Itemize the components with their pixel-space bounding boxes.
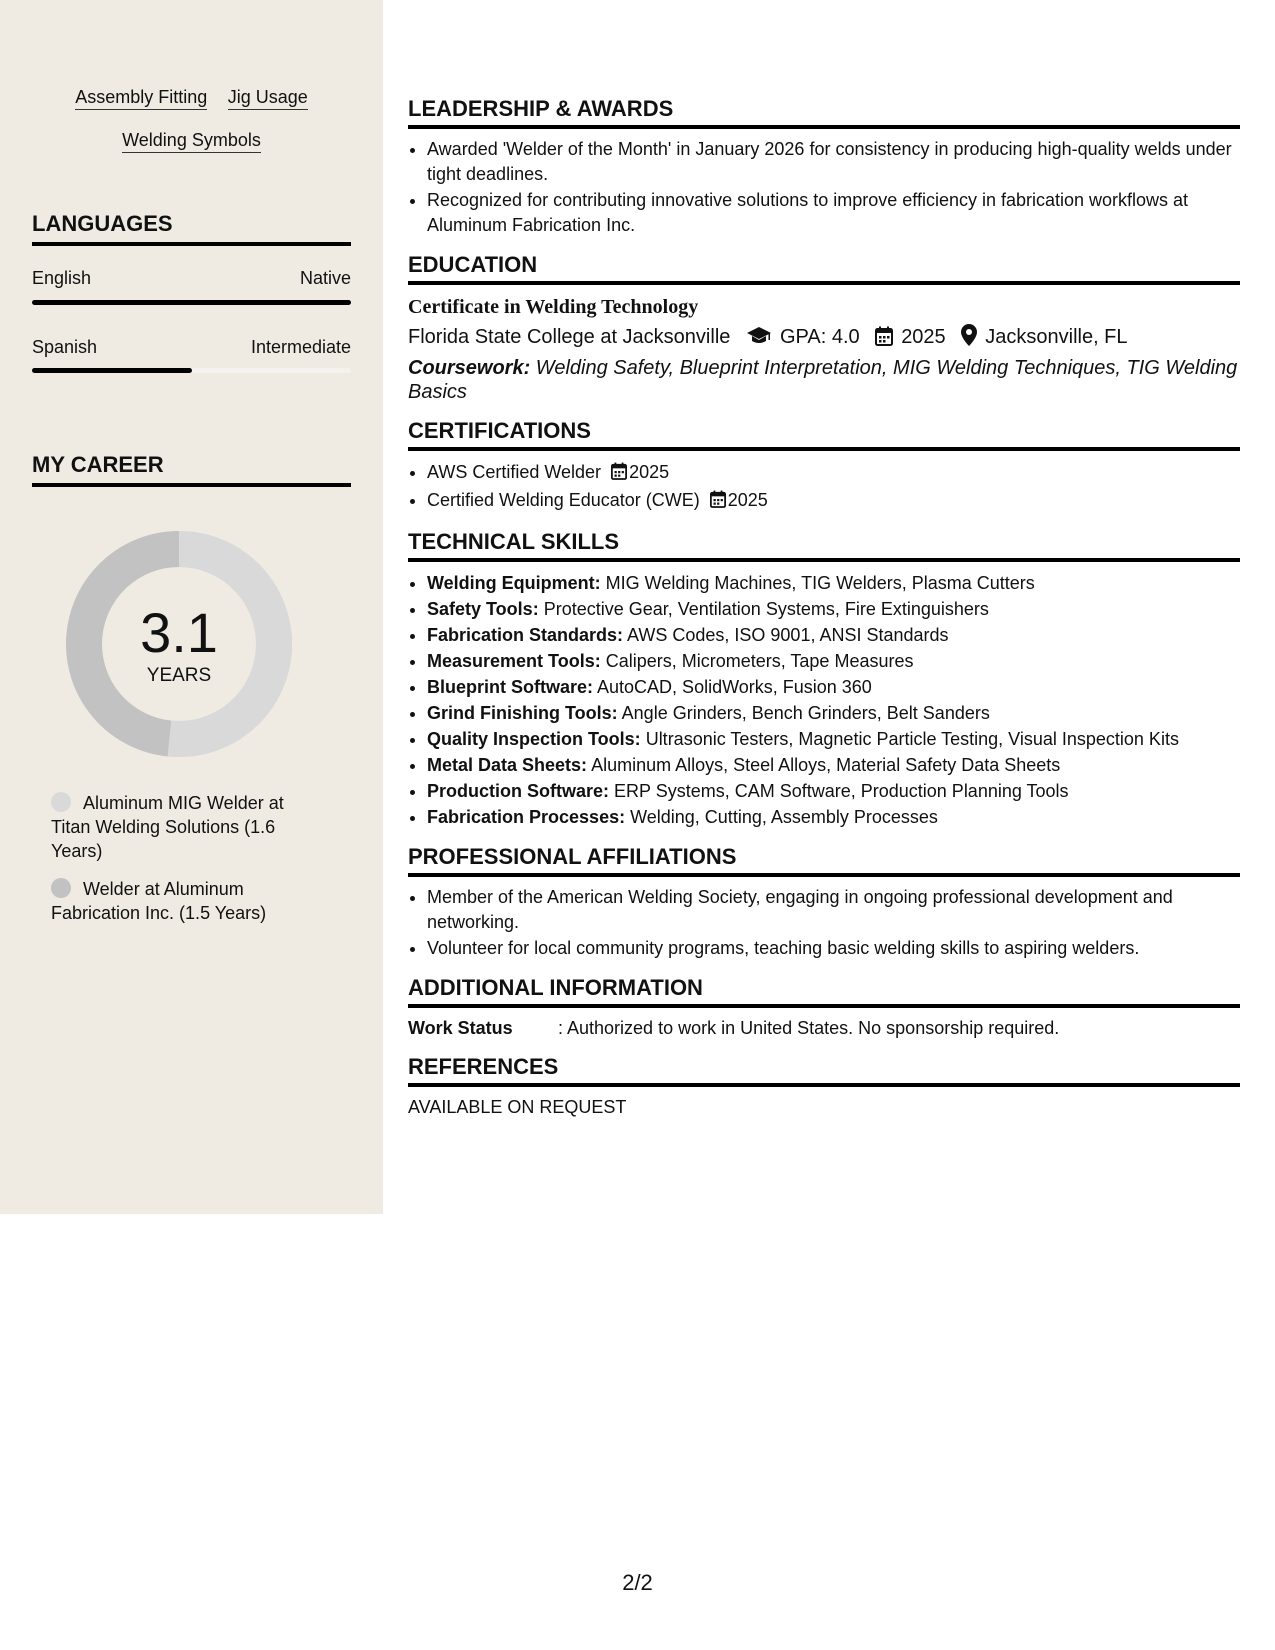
certification-name: AWS Certified Welder	[427, 462, 602, 482]
skill-value: Calipers, Micrometers, Tape Measures	[600, 651, 914, 671]
certifications-list	[408, 459, 1240, 515]
additional-section	[408, 975, 1240, 1040]
career-total-years: 3.1	[140, 601, 218, 664]
skill-item	[427, 778, 1240, 804]
skill-label: Fabrication Processes:	[427, 807, 626, 827]
career-legend-item	[51, 791, 316, 863]
skill-label: Fabrication Standards:	[427, 625, 624, 645]
skill-item	[427, 570, 1240, 596]
education-details	[408, 321, 1240, 356]
language-bar-fill	[32, 368, 192, 373]
languages-heading: LANGUAGES	[32, 211, 351, 246]
work-status-label: Work Status	[408, 1018, 513, 1038]
education-school: Florida State College at Jacksonville	[408, 326, 731, 348]
additional-heading: ADDITIONAL INFORMATION	[408, 975, 1240, 1008]
skill-tags	[0, 86, 383, 172]
list-item: • Recognized for contributing innovative solutions to improve efficiency in fabrication workflows at Aluminum Fabrication Inc.	[427, 188, 1240, 238]
education-heading: EDUCATION	[408, 252, 1240, 285]
sidebar	[0, 0, 383, 1214]
skill-label: Quality Inspection Tools:	[427, 729, 641, 749]
education-coursework	[408, 356, 1240, 404]
skill-value: Angle Grinders, Bench Grinders, Belt Sanders	[617, 703, 990, 723]
career-years-label: YEARS	[146, 665, 212, 686]
affiliations-list	[408, 885, 1240, 961]
affiliations-section	[408, 844, 1240, 961]
skill-value: Aluminum Alloys, Steel Alloys, Material Safety Data Sheets	[587, 755, 1061, 775]
coursework-label: Coursework:	[408, 357, 531, 379]
career-legend-label: Welder at Aluminum Fabrication Inc. (1.5 Years)	[51, 879, 267, 923]
skill-label: Blueprint Software:	[427, 677, 594, 697]
page-number: 2/2	[622, 1570, 653, 1595]
language-level: Intermediate	[250, 337, 351, 357]
language-level: Native	[299, 268, 351, 288]
skill-value: ERP Systems, CAM Software, Production Planning Tools	[609, 781, 1069, 801]
references-text: AVAILABLE ON REQUEST	[408, 1097, 627, 1117]
education-degree: Certificate in Welding Technology	[408, 296, 699, 318]
education-gpa: GPA: 4.0	[779, 326, 860, 348]
legend-dot	[51, 792, 71, 812]
education-year: 2025	[901, 326, 946, 348]
language-bar	[32, 300, 351, 305]
certification-year: 2025	[727, 490, 768, 510]
language-row	[32, 268, 351, 289]
list-item: • Member of the American Welding Society, engaging in ongoing professional development and networking.	[427, 885, 1240, 935]
skills-section	[408, 529, 1240, 830]
graduation-cap-icon	[746, 324, 772, 356]
tag-row	[0, 129, 383, 153]
skill-item	[427, 752, 1240, 778]
career-heading: MY CAREER	[32, 452, 351, 487]
language-row	[32, 337, 351, 358]
affiliations-heading: PROFESSIONAL AFFILIATIONS	[408, 844, 1240, 877]
coursework-list: Welding Safety, Blueprint Interpretation, MIG Welding Techniques, TIG Welding Basics	[408, 357, 1238, 403]
skill-label: Metal Data Sheets:	[427, 755, 588, 775]
language-name: English	[32, 268, 92, 288]
skill-tag: Assembly Fitting	[75, 86, 207, 110]
certifications-heading: CERTIFICATIONS	[408, 418, 1240, 451]
list-item	[427, 487, 1240, 515]
skill-label: Safety Tools:	[427, 599, 539, 619]
work-status-row	[408, 1016, 1240, 1040]
career-legend-label: Aluminum MIG Welder at Titan Welding Solutions (1.6 Years)	[51, 793, 284, 861]
certification-year: 2025	[629, 462, 670, 482]
skill-value: Ultrasonic Testers, Magnetic Particle Testing, Visual Inspection Kits	[640, 729, 1179, 749]
skill-label: Welding Equipment:	[427, 573, 601, 593]
work-status-value: : Authorized to work in United States. No sponsorship required.	[558, 1018, 1060, 1038]
map-pin-icon	[961, 324, 977, 356]
skill-value: MIG Welding Machines, TIG Welders, Plasma Cutters	[600, 573, 1035, 593]
skill-value: Protective Gear, Ventilation Systems, Fire Extinguishers	[538, 599, 989, 619]
skill-item	[427, 596, 1240, 622]
education-location: Jacksonville, FL	[985, 326, 1128, 348]
skill-item	[427, 622, 1240, 648]
skills-heading: TECHNICAL SKILLS	[408, 529, 1240, 562]
list-item: • Volunteer for local community programs, teaching basic welding skills to aspiring welders.	[427, 936, 1240, 961]
skill-label: Grind Finishing Tools:	[427, 703, 618, 723]
language-name: Spanish	[32, 337, 98, 357]
list-item: • Awarded 'Welder of the Month' in January 2026 for consistency in producing high-quality welds under tight deadlines.	[427, 137, 1240, 187]
tag-row	[0, 86, 383, 110]
language-bar	[32, 368, 351, 373]
skills-list	[408, 570, 1240, 830]
calendar-icon	[875, 324, 893, 356]
skill-item	[427, 674, 1240, 700]
certification-name: Certified Welding Educator (CWE)	[427, 490, 700, 510]
skill-item	[427, 700, 1240, 726]
references-section	[408, 1054, 1240, 1119]
skill-tag: Jig Usage	[228, 86, 308, 110]
references-heading: REFERENCES	[408, 1054, 1240, 1087]
skill-item	[427, 648, 1240, 674]
skill-label: Measurement Tools:	[427, 651, 601, 671]
list-item	[427, 459, 1240, 487]
main-content	[408, 96, 1240, 1133]
skill-value: Welding, Cutting, Assembly Processes	[625, 807, 938, 827]
career-legend-item	[51, 877, 316, 925]
skill-tag: Welding Symbols	[122, 129, 261, 153]
skill-item	[427, 726, 1240, 752]
skill-value: AWS Codes, ISO 9001, ANSI Standards	[623, 625, 949, 645]
skill-label: Production Software:	[427, 781, 610, 801]
leadership-list	[408, 137, 1240, 238]
skill-value: AutoCAD, SolidWorks, Fusion 360	[593, 677, 872, 697]
certifications-section	[408, 418, 1240, 515]
calendar-icon	[611, 461, 627, 487]
leadership-section	[408, 96, 1240, 238]
skill-item	[427, 804, 1240, 830]
language-bar-fill	[32, 300, 351, 305]
calendar-icon	[710, 489, 726, 515]
leadership-heading: LEADERSHIP & AWARDS	[408, 96, 1240, 129]
legend-dot	[51, 878, 71, 898]
education-section	[408, 252, 1240, 404]
